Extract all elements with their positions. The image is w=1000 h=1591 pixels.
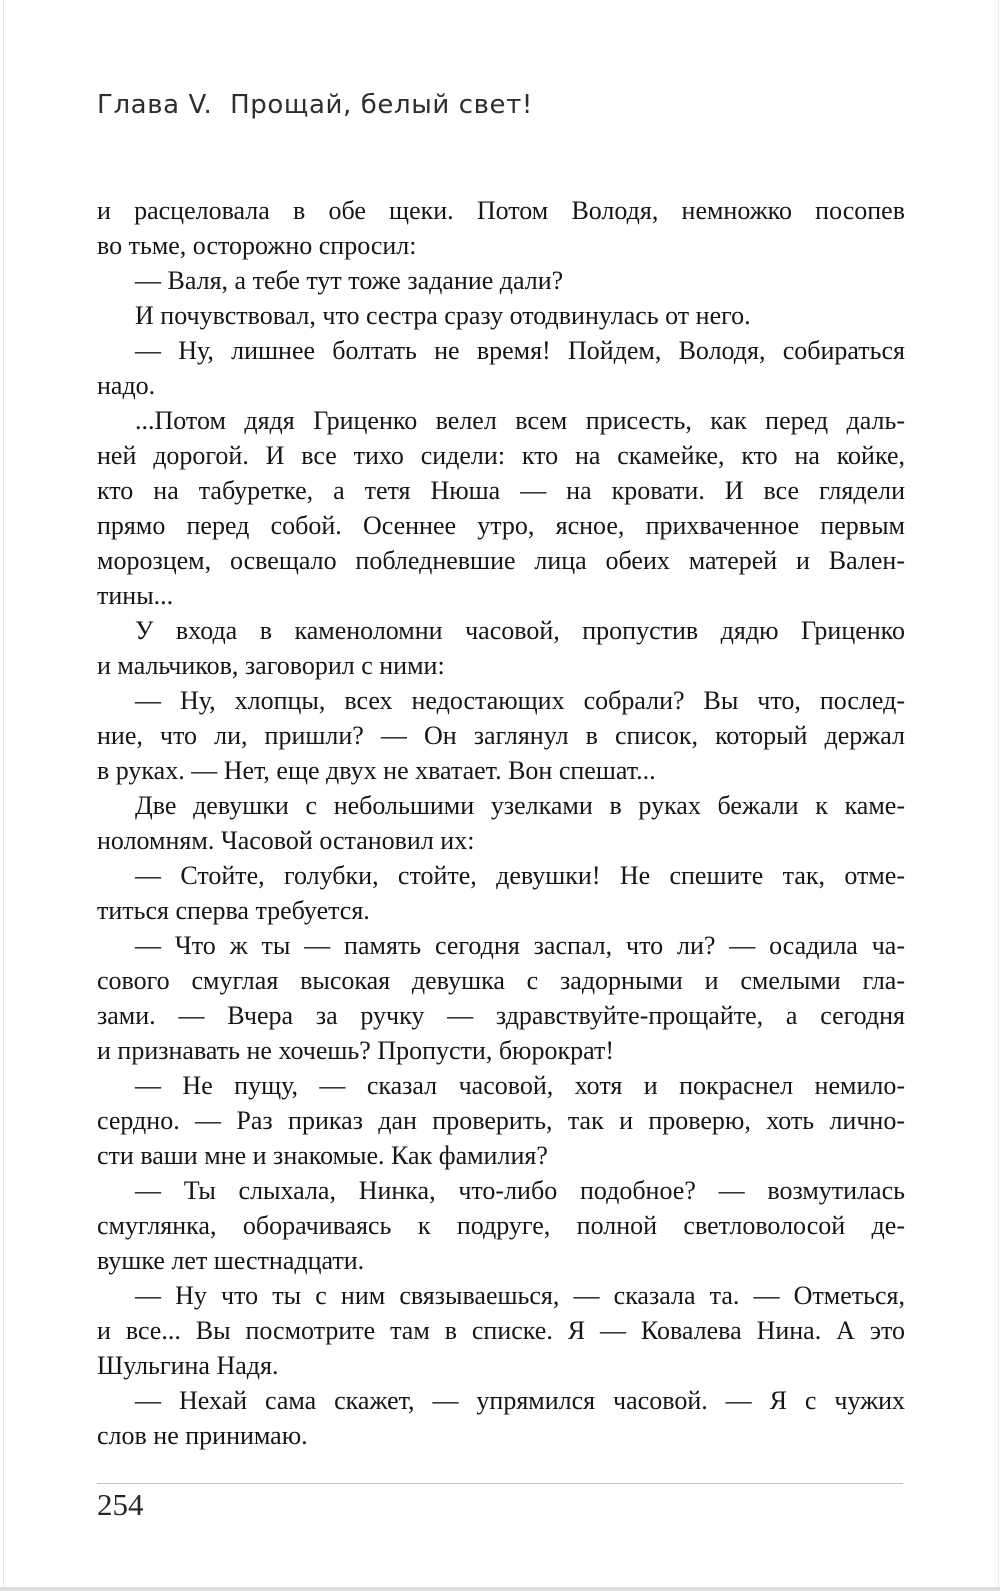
body-line: и расцеловала в обе щеки. Потом Володя, немножко посопев — [97, 196, 905, 225]
body-line: — Валя, а тебе тут тоже задание дали? — [135, 266, 564, 295]
body-line: — Ну что ты с ним связываешься, — сказала та. — Отметься, — [135, 1281, 905, 1310]
body-line: сового смуглая высокая девушка с задорными и смелыми гла- — [97, 966, 905, 995]
body-line: — Не пущу, — сказал часовой, хотя и покраснел немило- — [135, 1071, 905, 1100]
page-edge-right — [998, 0, 999, 1591]
body-line: Шульгина Надя. — [97, 1351, 279, 1380]
body-line: ...Потом дядя Гриценко велел всем присесть, как перед даль- — [135, 406, 905, 435]
body-line: зами. — Вчера за ручку — здравствуйте-прощайте, а сегодня — [97, 1001, 905, 1030]
body-line: У входа в каменоломни часовой, пропустив дядю Гриценко — [135, 616, 905, 645]
body-line: титься сперва требуется. — [97, 896, 370, 925]
chapter-header: Глава V. Прощай, белый свет! — [97, 90, 533, 120]
page-number: 254 — [97, 1487, 144, 1522]
body-line: — Ну, лишнее болтать не время! Пойдем, Володя, собираться — [135, 336, 905, 365]
body-line: кто на табуретке, а тетя Нюша — на кровати. И все глядели — [97, 476, 905, 505]
body-line: прямо перед собой. Осеннее утро, ясное, прихваченное первым — [97, 511, 905, 540]
body-line: — Нехай сама скажет, — упрямился часовой. — Я с чужих — [135, 1386, 905, 1415]
body-line: смуглянка, оборачиваясь к подруге, полной светловолосой де- — [97, 1211, 905, 1240]
body-line: — Стойте, голубки, стойте, девушки! Не спешите так, отме- — [135, 861, 905, 890]
body-line: и признавать не хочешь? Пропусти, бюрократ! — [97, 1036, 614, 1065]
body-line: — Ну, хлопцы, всех недостающих собрали? Вы что, послед- — [135, 686, 905, 715]
body-line: в руках. — Нет, еще двух не хватает. Вон спешат... — [97, 756, 656, 785]
page-edge-bottom — [0, 1587, 1000, 1591]
body-line: тины... — [97, 581, 174, 610]
footer-rule — [97, 1483, 903, 1484]
body-line: и мальчиков, заговорил с ними: — [97, 651, 445, 680]
body-line: И почувствовал, что сестра сразу отодвинулась от него. — [135, 301, 751, 330]
page-edge-left — [3, 0, 4, 1591]
body-line: вушке лет шестнадцати. — [97, 1246, 365, 1275]
body-line: ние, что ли, пришли? — Он заглянул в список, который держал — [97, 721, 905, 750]
body-line: во тьме, осторожно спросил: — [97, 231, 417, 260]
body-line: — Что ж ты — память сегодня заспал, что ли? — осадила ча- — [135, 931, 905, 960]
body-line: и все... Вы посмотрите там в списке. Я — Ковалева Нина. А это — [97, 1316, 905, 1345]
body-line: морозцем, освещало побледневшие лица обеих матерей и Вален- — [97, 546, 905, 575]
body-line: — Ты слыхала, Нинка, что-либо подобное? — возмутилась — [135, 1176, 905, 1205]
body-line: сердно. — Раз приказ дан проверить, так и проверю, хоть лично- — [97, 1106, 905, 1135]
page-body-text — [97, 193, 905, 1453]
body-line: надо. — [97, 371, 156, 400]
body-line: ноломням. Часовой остановил их: — [97, 826, 475, 855]
body-line: Две девушки с небольшими узелками в руках бежали к каме- — [135, 791, 905, 820]
body-line: слов не принимаю. — [97, 1421, 308, 1450]
body-line: сти ваши мне и знакомые. Как фамилия? — [97, 1141, 548, 1170]
body-line: ней дорогой. И все тихо сидели: кто на скамейке, кто на койке, — [97, 441, 905, 470]
